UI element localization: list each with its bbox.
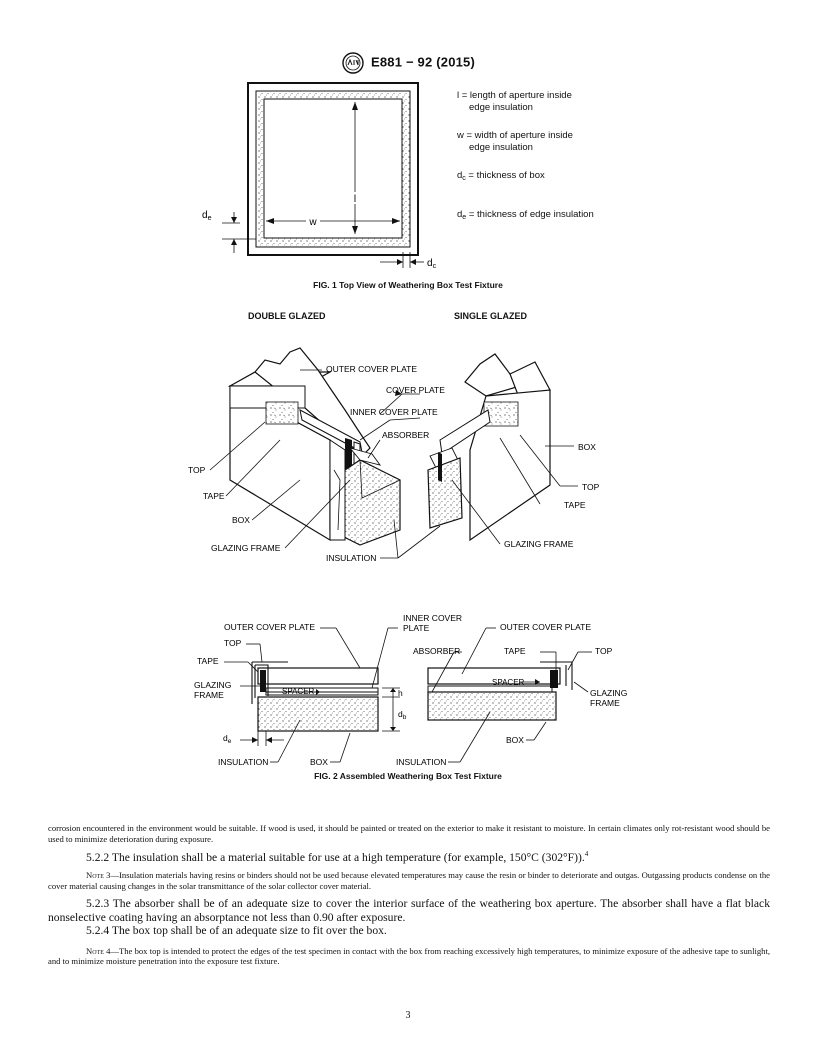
label-cover-plate: COVER PLATE <box>386 385 445 395</box>
label-top-section-right: TOP <box>595 646 613 656</box>
legend-l-def: l = length of aperture inside <box>457 90 572 101</box>
label-tape-right: TAPE <box>564 500 586 510</box>
legend-w-def: w = width of aperture inside <box>457 130 573 141</box>
label-absorber-section: ABSORBER <box>413 646 461 656</box>
label-outer-cover-plate-section-right: OUTER COVER PLATE <box>500 622 591 632</box>
dim-l: l <box>353 194 357 205</box>
label-box-left: BOX <box>232 515 250 525</box>
label-tape-section-left: TAPE <box>197 656 219 666</box>
label-spacer-right: SPACER <box>492 678 525 687</box>
note-3: Note 3—Insulation materials having resins or binders should not be used because elevated temperatures may cause the resin or binder to deteriorate and outgas. Outgassing products condense on the cover material causing changes in the solar transmittance of the solar collector cover material. <box>48 870 770 891</box>
label-glazing-frame-left: GLAZING FRAME <box>211 543 281 553</box>
fig2-isometric-drawing <box>0 330 816 580</box>
legend-w-def-cont: edge insulation <box>469 142 533 153</box>
label-glazing-section-left: GLAZING <box>194 680 232 690</box>
fig1-caption: FIG. 1 Top View of Weathering Box Test Fixture <box>313 280 503 290</box>
legend-dc-def: $d_c$ = thickness of box <box>457 170 545 182</box>
paragraph-5-2-4: 5.2.4 The box top shall be of an adequate size to fit over the box. <box>86 924 387 938</box>
label-box-section-right: BOX <box>506 735 524 745</box>
label-outer-cover-plate-section: OUTER COVER PLATE <box>224 622 315 632</box>
label-top-left: TOP <box>188 465 206 475</box>
label-spacer-left: SPACER <box>282 687 315 696</box>
label-tape-section-right: TAPE <box>504 646 526 656</box>
fig2-caption: FIG. 2 Assembled Weathering Box Test Fixture <box>314 771 502 781</box>
legend-l-def-cont: edge insulation <box>469 102 533 113</box>
legend-de-def: $d_e$ = thickness of edge insulation <box>457 209 594 221</box>
label-top-right: TOP <box>582 482 600 492</box>
label-frame-section-left: FRAME <box>194 690 224 700</box>
label-outer-cover-plate: OUTER COVER PLATE <box>326 364 417 374</box>
svg-text:dc: $d_c$ <box>427 258 437 270</box>
body-text <box>48 823 770 967</box>
fig1-legend <box>457 90 572 114</box>
label-inner-cover-plate2: PLATE <box>403 623 430 633</box>
label-absorber: ABSORBER <box>382 430 430 440</box>
label-glazing-section-right: GLAZING <box>590 688 628 698</box>
label-insulation-section-left: INSULATION <box>218 757 269 767</box>
heading-double-glazed: DOUBLE GLAZED <box>248 311 326 321</box>
label-frame-section-right: FRAME <box>590 698 620 708</box>
label-inner-cover-plate: INNER COVER PLATE <box>350 407 438 417</box>
label-insulation: INSULATION <box>326 553 377 563</box>
heading-single-glazed: SINGLE GLAZED <box>454 311 528 321</box>
fig2-section-drawing <box>0 600 816 770</box>
label-box-right: BOX <box>578 442 596 452</box>
paragraph-5-2-3: 5.2.3 The absorber shall be of an adequate size to cover the interior surface of the weathering box aperture. The absorber shall have a flat black nonselective coating having an absorptance not less than 0.90 after exposure. <box>48 897 770 924</box>
fig1-legend-w <box>457 130 573 154</box>
fig1-drawing <box>0 0 816 290</box>
paragraph-5-2-2: 5.2.2 The insulation shall be a material suitable for use at a high temperature (for example, 150°C (302°F)).$^4$ <box>86 850 589 864</box>
svg-text:de: $d_e$ <box>202 210 212 222</box>
paragraph-corrosion: corrosion encountered in the environment would be suitable. If wood is used, it should be painted or treated on the exterior to make it resistant to moisture. In certain climates only rot-resistant wood should be used to minimize deterioration during exposure. <box>48 823 770 844</box>
label-glazing-frame-right: GLAZING FRAME <box>504 539 574 549</box>
label-db: $d_b$ <box>398 709 407 721</box>
label-tape-left: TAPE <box>203 491 225 501</box>
label-inner-cover: INNER COVER <box>403 613 463 623</box>
page-number: 3 <box>405 1010 411 1021</box>
label-top-section-left: TOP <box>224 638 242 648</box>
label-de-section: $d_e$ <box>223 733 232 745</box>
note-4: Note 4—The box top is intended to protect the edges of the test specimen in contact with the box from reaching excessively high temperatures, to minimize exposure of the adhesive tape to sunlight, and to minimize moisture penetration into the exposure test fixture. <box>48 945 770 967</box>
label-h: h <box>398 688 403 698</box>
dim-w: w <box>309 217 317 228</box>
label-box-section-left: BOX <box>310 757 328 767</box>
designation: E881 − 92 (2015) <box>370 54 476 70</box>
label-insulation-section-right: INSULATION <box>396 757 447 767</box>
